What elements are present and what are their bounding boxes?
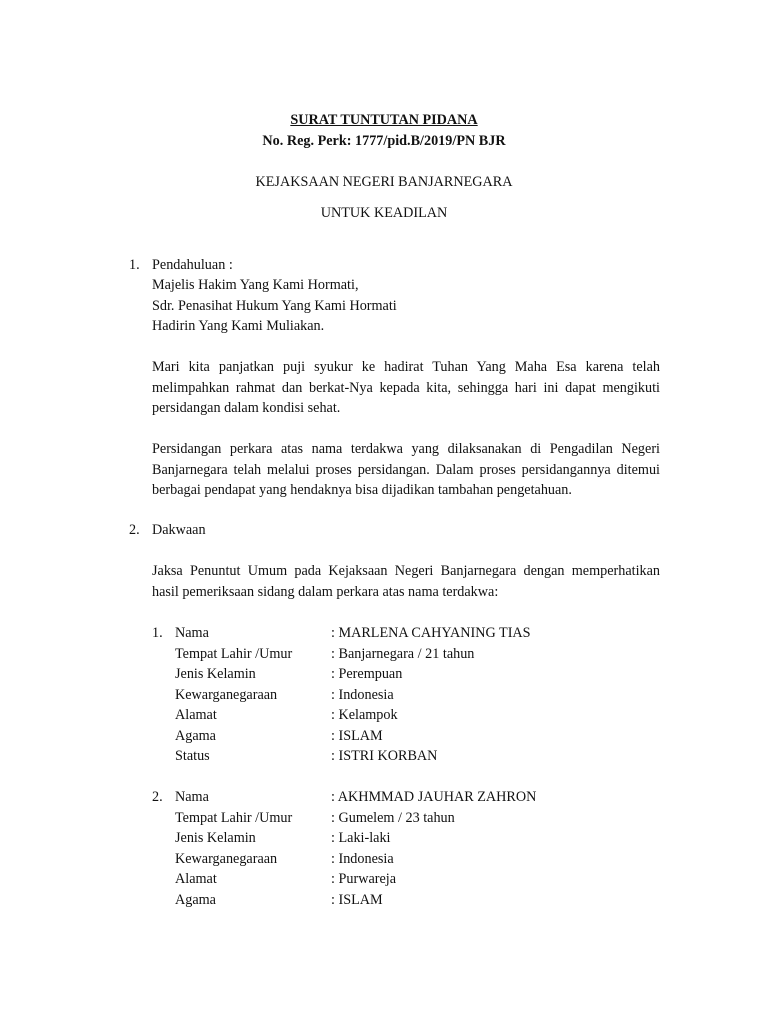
defendant-2-number: 2. bbox=[152, 789, 163, 805]
detail-value: : Perempuan bbox=[331, 666, 403, 682]
detail-value: : ISLAM bbox=[331, 727, 383, 744]
dakwaan-intro bbox=[152, 561, 660, 602]
detail-label: Kewarganegaraan bbox=[175, 850, 278, 867]
detail-label: Nama bbox=[175, 789, 209, 805]
institution-name: KEJAKSAAN NEGERI BANJARNEGARA bbox=[255, 174, 513, 190]
detail-value: : Purwareja bbox=[331, 871, 397, 887]
section-2-number: 2. bbox=[129, 522, 140, 538]
section-2-heading: Dakwaan bbox=[152, 522, 206, 538]
detail-value: : MARLENA CAHYANING TIAS bbox=[331, 625, 531, 641]
detail-value: : AKHMMAD JAUHAR ZAHRON bbox=[331, 789, 537, 805]
detail-value: : ISLAM bbox=[331, 891, 383, 908]
salutation-line: Hadirin Yang Kami Muliakan. bbox=[152, 318, 325, 334]
paragraph-text: Mari kita panjatkan puji syukur ke hadirat Tuhan Yang Maha Esa karena telah melimpahkan rahmat dan berkat-Nya kepada kita, sehingga hari ini dapat mengikuti persidangan dalam kondisi sehat. bbox=[152, 359, 660, 416]
salutation-line: Majelis Hakim Yang Kami Hormati, bbox=[152, 277, 359, 293]
detail-label: Jenis Kelamin bbox=[175, 666, 256, 682]
detail-label: Tempat Lahir /Umur bbox=[175, 645, 293, 662]
detail-label: Tempat Lahir /Umur bbox=[175, 809, 293, 826]
detail-label: Nama bbox=[175, 625, 209, 641]
detail-value: : Indonesia bbox=[331, 686, 394, 703]
section-1-number: 1. bbox=[129, 257, 140, 273]
detail-value: : Laki-laki bbox=[331, 830, 391, 846]
detail-label: Kewarganegaraan bbox=[175, 686, 278, 703]
intro-paragraph-2 bbox=[152, 439, 660, 501]
defendant-1-number: 1. bbox=[152, 625, 163, 641]
detail-label: Agama bbox=[175, 727, 216, 744]
paragraph-text: Jaksa Penuntut Umum pada Kejaksaan Negeri Banjarnegara dengan memperhatikan hasil pemeriksaan sidang dalam perkara atas nama terdakwa: bbox=[152, 563, 660, 600]
salutations bbox=[152, 275, 660, 337]
section-1-heading: Pendahuluan : bbox=[152, 257, 233, 273]
registration-number: No. Reg. Perk: 1777/pid.B/2019/PN BJR bbox=[262, 133, 506, 149]
motto: UNTUK KEADILAN bbox=[320, 205, 448, 221]
detail-value: : Indonesia bbox=[331, 850, 394, 867]
intro-paragraph-1 bbox=[152, 357, 660, 419]
paragraph-text: Persidangan perkara atas nama terdakwa yang dilaksanakan di Pengadilan Negeri Banjarnegara telah melalui proses persidangan. Dalam proses persidangannya ditemui berbagai pendapat yang hendaknya bisa dijadikan tambahan pengetahuan. bbox=[152, 441, 660, 498]
detail-value: : ISTRI KORBAN bbox=[331, 748, 438, 764]
detail-value: : Banjarnegara / 21 tahun bbox=[331, 645, 475, 662]
salutation-line: Sdr. Penasihat Hukum Yang Kami Hormati bbox=[152, 297, 397, 314]
detail-label: Jenis Kelamin bbox=[175, 830, 256, 846]
detail-label: Agama bbox=[175, 891, 216, 908]
detail-label: Alamat bbox=[175, 871, 217, 887]
detail-label: Status bbox=[175, 748, 210, 764]
document-title: SURAT TUNTUTAN PIDANA bbox=[290, 112, 478, 128]
detail-value: : Kelampok bbox=[331, 707, 398, 723]
detail-label: Alamat bbox=[175, 707, 217, 723]
detail-value: : Gumelem / 23 tahun bbox=[331, 809, 455, 826]
